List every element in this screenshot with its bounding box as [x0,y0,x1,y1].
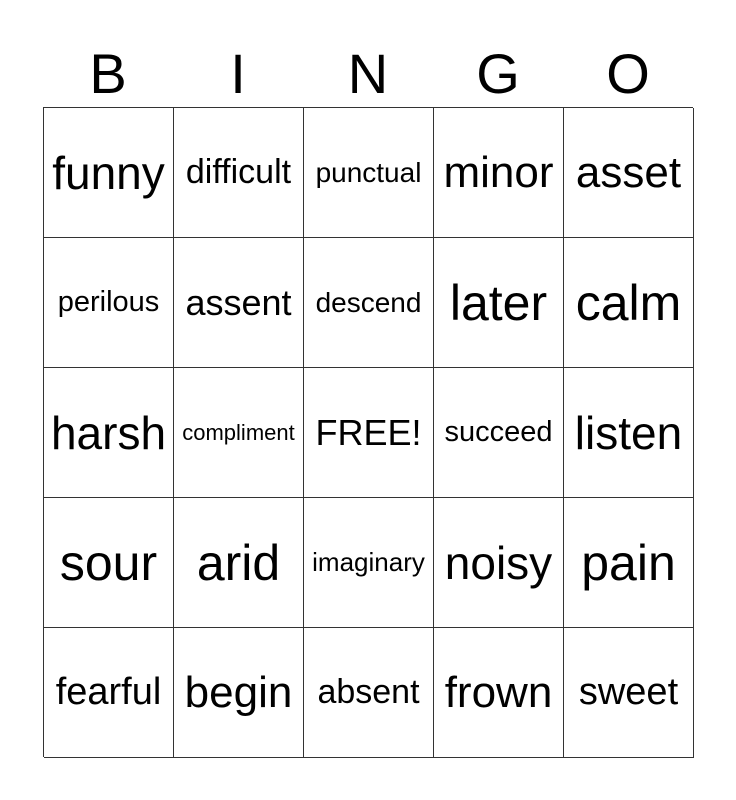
header-letter-n: N [347,42,389,105]
bingo-cell[interactable] [434,368,564,498]
bingo-cell[interactable] [174,108,304,238]
bingo-cell[interactable] [174,628,304,758]
cell-word: compliment [182,419,295,445]
free-space-label: FREE! [315,411,422,453]
bingo-cell[interactable] [564,238,694,368]
bingo-cell[interactable] [304,628,434,758]
header-letter-o: O [606,42,650,105]
cell-word: pain [581,534,676,591]
cell-word: begin [184,667,293,717]
cell-word: fearful [55,671,162,713]
bingo-cell[interactable] [564,628,694,758]
bingo-cell[interactable] [44,108,174,238]
cell-word: punctual [315,156,422,188]
header-letter-g: G [476,42,520,105]
cell-word: sour [59,534,158,591]
header-letter-b: B [89,42,127,105]
bingo-cell free-space[interactable] [304,368,434,498]
bingo-cell[interactable] [174,498,304,628]
cell-word: sweet [578,671,679,713]
bingo-header [43,40,693,108]
bingo-cell[interactable] [44,368,174,498]
cell-word: absent [317,673,420,711]
cell-word: minor [443,147,554,197]
cell-word: perilous [57,286,160,318]
cell-word: listen [574,406,683,459]
bingo-cell[interactable] [44,628,174,758]
cell-word: later [449,274,548,331]
cell-word: imaginary [312,547,425,577]
bingo-cell[interactable] [44,238,174,368]
bingo-cell[interactable] [434,628,564,758]
cell-word: arid [196,534,281,591]
bingo-cell[interactable] [434,108,564,238]
bingo-cell[interactable] [564,368,694,498]
cell-word: funny [52,146,165,199]
bingo-cell[interactable] [44,498,174,628]
cell-word: harsh [50,406,167,459]
bingo-cell[interactable] [304,108,434,238]
cell-word: frown [444,667,553,717]
bingo-cell[interactable] [304,238,434,368]
bingo-cell[interactable] [434,498,564,628]
cell-word: calm [575,274,682,331]
bingo-cell[interactable] [564,108,694,238]
bingo-cell[interactable] [434,238,564,368]
bingo-card-grid [43,107,693,757]
cell-word: asset [575,147,682,197]
cell-word: descend [315,286,422,318]
cell-word: difficult [185,153,292,191]
bingo-cell[interactable] [304,498,434,628]
cell-word: succeed [444,416,553,448]
header-letter-i: I [230,42,246,105]
bingo-cell[interactable] [174,238,304,368]
cell-word: assent [185,281,292,323]
bingo-cell[interactable] [174,368,304,498]
cell-word: noisy [444,536,553,589]
bingo-cell[interactable] [564,498,694,628]
